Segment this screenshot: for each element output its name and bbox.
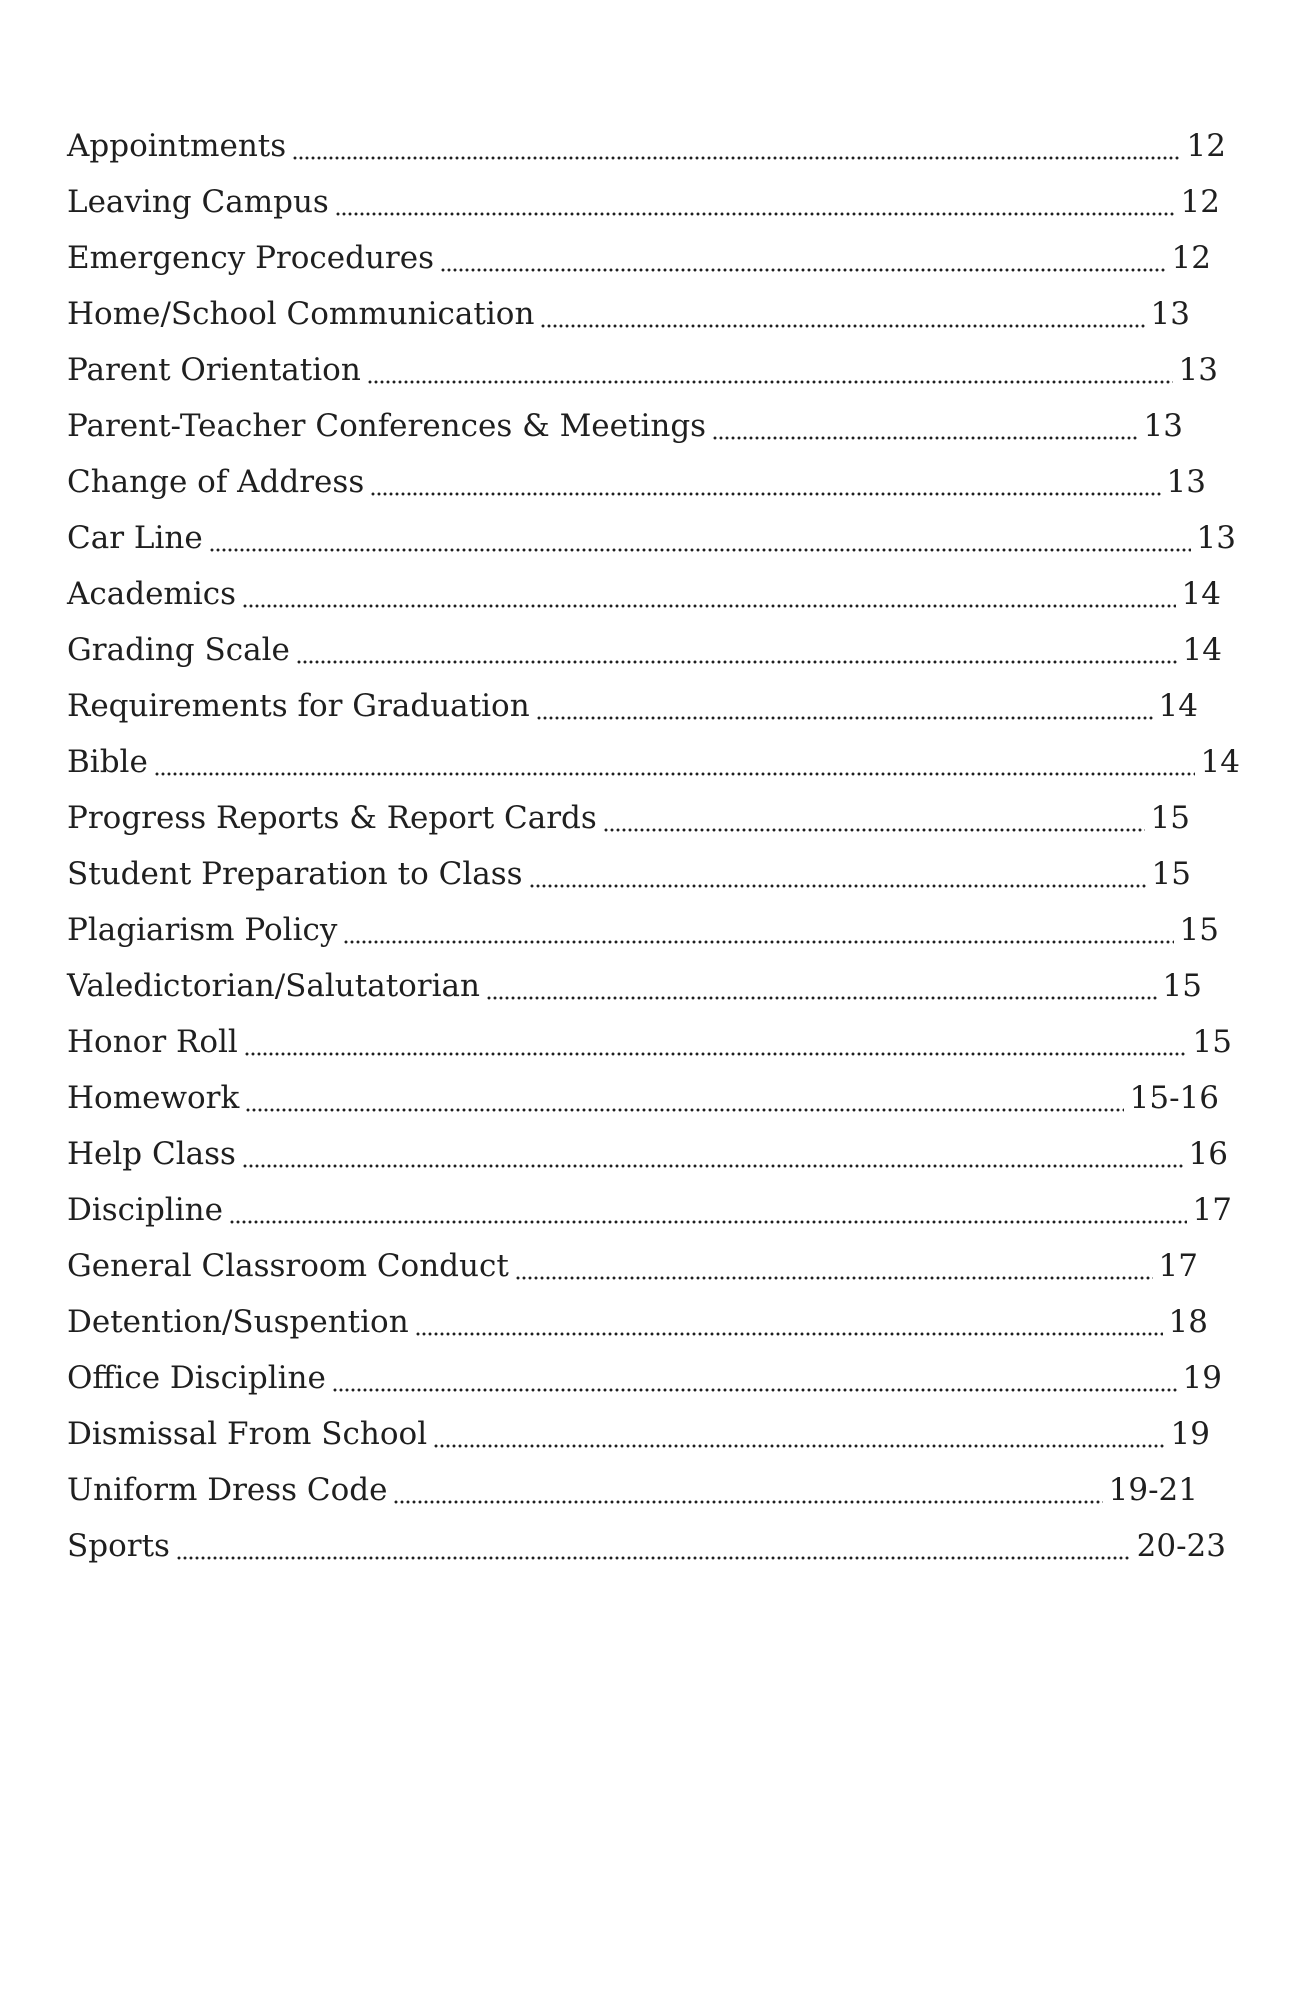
toc-entry-title: Plagiarism Policy xyxy=(67,912,338,948)
toc-entry-title: Leaving Campus xyxy=(67,184,329,220)
dot-leader xyxy=(292,118,1180,174)
dot-leader xyxy=(415,1294,1163,1350)
toc-entry-title: Dismissal From School xyxy=(67,1416,428,1452)
dot-leader xyxy=(176,1518,1131,1574)
toc-entry[interactable] xyxy=(67,398,1183,454)
dot-leader xyxy=(536,678,1153,734)
table-of-contents xyxy=(0,118,1294,1574)
toc-entry-title: Uniform Dress Code xyxy=(67,1472,388,1508)
toc-entry-page: 12 xyxy=(1186,128,1226,164)
toc-entry[interactable] xyxy=(67,174,1220,230)
dot-leader xyxy=(515,1238,1153,1294)
toc-entry-page: 13 xyxy=(1166,464,1206,500)
toc-entry[interactable] xyxy=(67,1126,1228,1182)
dot-leader xyxy=(296,622,1177,678)
toc-entry[interactable] xyxy=(67,454,1206,510)
toc-entry-page: 19-21 xyxy=(1108,1472,1198,1508)
dot-leader xyxy=(242,1126,1183,1182)
toc-entry[interactable] xyxy=(67,678,1198,734)
toc-entry-title: Requirements for Graduation xyxy=(67,688,530,724)
toc-entry[interactable] xyxy=(67,790,1190,846)
toc-entry-title: Parent Orientation xyxy=(67,352,361,388)
toc-entry-title: Academics xyxy=(67,576,237,612)
toc-entry[interactable] xyxy=(67,1070,1219,1126)
toc-entry-page: 15 xyxy=(1192,1024,1232,1060)
toc-entry-page: 19 xyxy=(1170,1416,1210,1452)
toc-entry[interactable] xyxy=(67,1182,1232,1238)
toc-entry[interactable] xyxy=(67,1014,1232,1070)
toc-entry-title: Homework xyxy=(67,1080,240,1116)
toc-entry-page: 15 xyxy=(1150,800,1190,836)
toc-entry-title: Progress Reports & Report Cards xyxy=(67,800,597,836)
toc-entry-page: 14 xyxy=(1158,688,1198,724)
toc-entry[interactable] xyxy=(67,902,1219,958)
dot-leader xyxy=(244,1014,1187,1070)
toc-entry[interactable] xyxy=(67,958,1202,1014)
toc-entry[interactable] xyxy=(67,566,1221,622)
toc-entry-page: 13 xyxy=(1150,296,1190,332)
toc-entry-page: 15 xyxy=(1151,856,1191,892)
toc-entry[interactable] xyxy=(67,846,1191,902)
dot-leader xyxy=(370,454,1160,510)
toc-entry-title: Office Discipline xyxy=(67,1360,326,1396)
toc-entry-title: Valedictorian/Salutatorian xyxy=(67,968,480,1004)
toc-entry-page: 12 xyxy=(1180,184,1220,220)
dot-leader xyxy=(540,286,1144,342)
toc-entry[interactable] xyxy=(67,622,1222,678)
toc-entry[interactable] xyxy=(67,1238,1198,1294)
toc-entry-page: 18 xyxy=(1168,1304,1208,1340)
toc-entry-title: Bible xyxy=(67,744,148,780)
toc-entry-page: 13 xyxy=(1143,408,1183,444)
toc-entry-title: Discipline xyxy=(67,1192,223,1228)
toc-entry-title: Home/School Communication xyxy=(67,296,535,332)
toc-entry-page: 16 xyxy=(1188,1136,1228,1172)
dot-leader xyxy=(242,566,1176,622)
dot-leader xyxy=(209,510,1191,566)
toc-entry[interactable] xyxy=(67,118,1226,174)
dot-leader xyxy=(245,1070,1123,1126)
toc-entry-title: Emergency Procedures xyxy=(67,240,435,276)
toc-entry-page: 12 xyxy=(1171,240,1211,276)
toc-entry-page: 20-23 xyxy=(1136,1528,1226,1564)
toc-entry-title: Sports xyxy=(67,1528,170,1564)
toc-entry-page: 13 xyxy=(1196,520,1236,556)
dot-leader xyxy=(332,1350,1177,1406)
toc-entry-title: Grading Scale xyxy=(67,632,290,668)
dot-leader xyxy=(367,342,1173,398)
toc-entry[interactable] xyxy=(67,734,1240,790)
toc-entry-page: 15-16 xyxy=(1129,1080,1219,1116)
toc-entry-title: General Classroom Conduct xyxy=(67,1248,509,1284)
dot-leader xyxy=(229,1182,1187,1238)
toc-entry[interactable] xyxy=(67,510,1236,566)
toc-entry-title: Appointments xyxy=(67,128,287,164)
toc-entry[interactable] xyxy=(67,230,1211,286)
toc-entry[interactable] xyxy=(67,342,1218,398)
toc-entry[interactable] xyxy=(67,1462,1198,1518)
toc-entry-title: Honor Roll xyxy=(67,1024,238,1060)
dot-leader xyxy=(343,902,1173,958)
dot-leader xyxy=(603,790,1145,846)
dot-leader xyxy=(440,230,1166,286)
toc-entry-page: 14 xyxy=(1182,632,1222,668)
toc-entry-title: Detention/Suspention xyxy=(67,1304,409,1340)
toc-entry-page: 14 xyxy=(1200,744,1240,780)
dot-leader xyxy=(712,398,1137,454)
toc-entry-title: Help Class xyxy=(67,1136,236,1172)
toc-entry[interactable] xyxy=(67,286,1190,342)
dot-leader xyxy=(154,734,1195,790)
dot-leader xyxy=(486,958,1157,1014)
toc-entry-page: 15 xyxy=(1179,912,1219,948)
toc-entry-page: 17 xyxy=(1158,1248,1198,1284)
dot-leader xyxy=(529,846,1146,902)
dot-leader xyxy=(335,174,1175,230)
toc-entry-title: Parent-Teacher Conferences & Meetings xyxy=(67,408,707,444)
toc-entry-page: 13 xyxy=(1178,352,1218,388)
toc-entry-title: Car Line xyxy=(67,520,203,556)
toc-entry[interactable] xyxy=(67,1518,1226,1574)
toc-entry-page: 19 xyxy=(1182,1360,1222,1396)
toc-entry-title: Change of Address xyxy=(67,464,365,500)
toc-entry-title: Student Preparation to Class xyxy=(67,856,523,892)
toc-entry-page: 14 xyxy=(1181,576,1221,612)
toc-entry[interactable] xyxy=(67,1406,1210,1462)
dot-leader xyxy=(433,1406,1164,1462)
toc-entry[interactable] xyxy=(67,1350,1222,1406)
toc-entry-page: 15 xyxy=(1162,968,1202,1004)
dot-leader xyxy=(393,1462,1102,1518)
toc-entry[interactable] xyxy=(67,1294,1208,1350)
toc-entry-page: 17 xyxy=(1192,1192,1232,1228)
